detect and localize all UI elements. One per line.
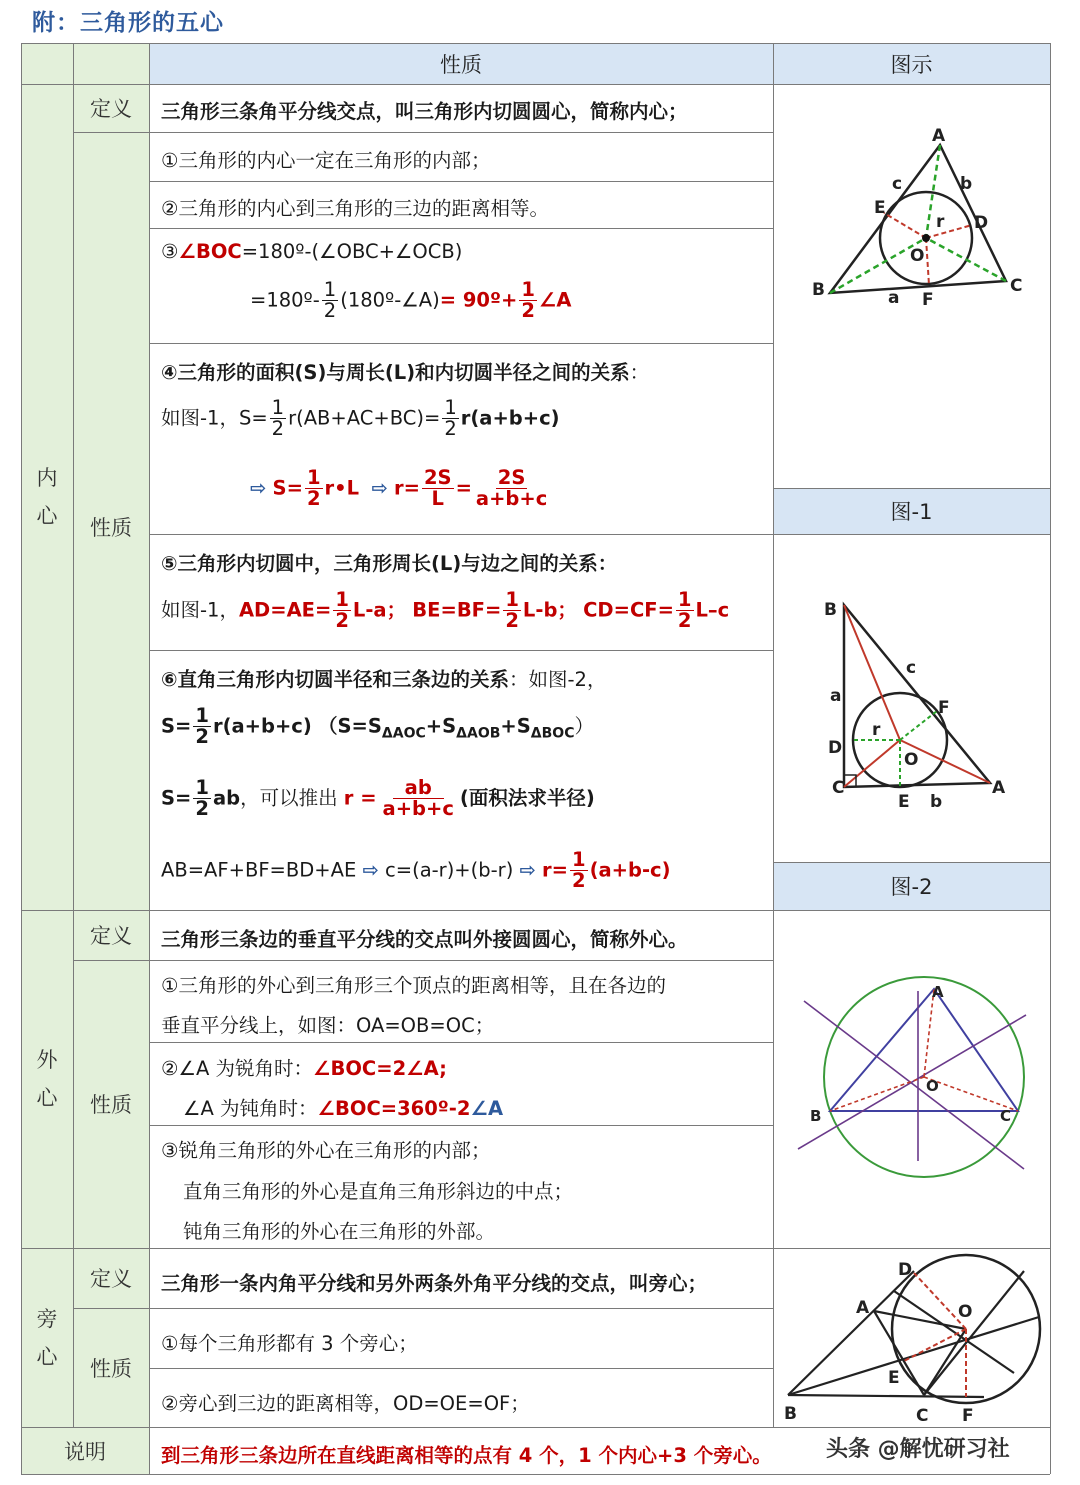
label-c-side: c [906, 658, 917, 678]
numerator: 2S [497, 466, 526, 489]
incenter-property-3-line1 [161, 240, 462, 263]
excenter-property-2: ②旁心到三边的距离相等，OD=OE=OF； [161, 1392, 530, 1415]
grid-line [21, 43, 22, 1474]
note-text: 到三角形三条边所在直线距离相等的点有 4 个，1 个内心+3 个旁心。 [161, 1444, 772, 1467]
excenter-definition: 三角形一条内角平分线和另外两条外角平分线的交点，叫旁心； [161, 1272, 708, 1295]
header-property: 性质 [440, 52, 482, 77]
formula-result: = 90º+ [439, 288, 518, 312]
circumcenter-definition-label: 定义 [90, 924, 132, 948]
formula-text: r(a+b+c) [212, 714, 312, 738]
excenter-category: 旁心 [36, 1306, 58, 1369]
fraction-half [193, 778, 211, 820]
numerator: 1 [677, 588, 692, 611]
fig1-caption-cell [773, 488, 1050, 534]
circumcenter-property-3-line2: 直角三角形的外心是直角三角形斜边的中点； [183, 1180, 574, 1203]
formula-result: BE=BF= [412, 598, 502, 622]
denominator: 2 [677, 609, 692, 633]
fraction-half [519, 280, 537, 322]
header-figure-cell [773, 43, 1050, 84]
label-a-side: a [888, 288, 900, 308]
formula-text: ，可以推出 [240, 786, 344, 810]
formula-result: L-b； [522, 598, 577, 622]
label-r: r [936, 212, 945, 232]
arrow-icon: ⇨ [519, 858, 536, 882]
formula-text: ∠A 为钝角时： [183, 1097, 318, 1120]
formula-text: +S [425, 714, 457, 738]
fig2-caption-cell [773, 862, 1050, 910]
label-f: F [922, 290, 934, 310]
formula-text: S= [161, 714, 192, 738]
fraction-ab-abc [381, 778, 456, 820]
property-heading: ④三角形的面积(S)与周长(L)和内切圆半径之间的关系 [161, 361, 630, 384]
label-a: A [992, 778, 1006, 798]
circumcenter-property-3-line1: ③锐角三角形的外心在三角形的内部； [161, 1139, 491, 1162]
circled-number: ③ [161, 240, 179, 263]
label-a-side: a [830, 686, 842, 706]
incenter-category: 内心 [36, 466, 58, 528]
label-a: A [932, 983, 944, 1001]
grid-line [73, 960, 773, 961]
formula-text: S= [161, 786, 192, 810]
label-c-side: c [892, 174, 903, 194]
numerator: 1 [572, 848, 586, 871]
colon: ： [629, 361, 650, 384]
incenter-category-cell [21, 84, 73, 910]
label-a: A [932, 126, 946, 146]
formula-text: +S [500, 714, 531, 738]
circumcenter-definition: 三角形三条边的垂直平分线的交点叫外接圆圆心，简称外心。 [161, 928, 688, 951]
incenter-property-4-line3 [250, 468, 551, 510]
denominator: 2 [195, 725, 209, 749]
circumcenter-property-1-line2: 垂直平分线上，如图：OA=OB=OC； [161, 1014, 495, 1037]
denominator: 2 [195, 797, 209, 821]
formula-text: (面积法求半径) [459, 786, 595, 810]
label-b: B [784, 1404, 797, 1424]
circumcenter-property-2-line2 [183, 1093, 503, 1121]
formula-text: ab [212, 786, 241, 810]
formula-text: c=(a-r)+(b-r) [385, 858, 514, 882]
denominator: 2 [505, 609, 519, 633]
incenter-definition: 三角形三条角平分线交点，叫三角形内切圆圆心，简称内心； [161, 100, 688, 123]
formula-result: r = [343, 786, 377, 810]
formula-text: =180º-(∠OBC+∠OCB) [241, 240, 463, 263]
formula-result: ∠BOC=2∠A; [313, 1057, 447, 1080]
arrow-icon: ⇨ [250, 476, 267, 500]
watermark: 头条 @解忧研习社 [826, 1437, 1010, 1462]
incenter-property-6-line1 [161, 664, 606, 692]
radius-lines [853, 711, 937, 786]
formula-text: (180º-∠A) [340, 288, 440, 312]
label-e: E [888, 1368, 900, 1388]
formula-text: r(AB+AC+BC)= [288, 406, 441, 430]
incenter-point [922, 234, 930, 242]
formula-result: AD=AE= [238, 598, 332, 622]
incenter-prop-label-cell [73, 132, 149, 910]
label-o: O [904, 750, 919, 770]
numerator: 1 [444, 396, 457, 419]
grid-line [73, 1308, 773, 1309]
circumcenter-property-1-line1: ①三角形的外心到三角形三个顶点的距离相等，且在各边的 [161, 974, 666, 997]
figure-circumcircle [774, 911, 1050, 1248]
incenter-property-6-line4 [161, 850, 671, 892]
header-corner-cell [21, 43, 149, 84]
label-f: F [938, 698, 950, 718]
label-c: C [1000, 1107, 1012, 1125]
label-c: C [832, 778, 845, 798]
circumcenter-category-cell [21, 910, 73, 1248]
formula-result: r= [393, 476, 420, 500]
numerator: 1 [335, 588, 349, 611]
formula-text: r(a+b+c) [460, 406, 560, 430]
numerator: 1 [521, 278, 535, 301]
denominator: 2 [271, 417, 285, 441]
label-b: B [824, 600, 837, 620]
fig1-caption: 图-1 [890, 500, 933, 524]
excenter-definition-label: 定义 [90, 1267, 132, 1291]
numerator: 1 [195, 776, 209, 799]
label-b: B [810, 1107, 822, 1125]
fraction-half [270, 398, 286, 440]
denominator: a+b+c [382, 797, 454, 821]
label-f: F [962, 1406, 974, 1426]
numerator: 1 [323, 278, 337, 301]
formula-result: L-a； [352, 598, 407, 622]
grid-line [149, 650, 773, 651]
formula-text: ：如图-2， [509, 668, 607, 691]
perpendicular-bisectors [798, 991, 1026, 1169]
incenter-property-4-line1 [161, 357, 649, 385]
numerator: 1 [306, 466, 321, 489]
formula-text: 如图-1，S= [161, 406, 268, 430]
circumcenter-property-label: 性质 [90, 1093, 132, 1117]
formula-text: 如图-1， [161, 598, 239, 622]
incenter-property-label: 性质 [90, 516, 132, 540]
formula-result: r= [542, 858, 569, 882]
grid-line [73, 132, 773, 133]
grid-line [21, 43, 1050, 44]
label-o: O [958, 1302, 973, 1322]
grid-line [773, 488, 1050, 489]
grid-line [149, 228, 773, 229]
fraction-half [503, 590, 521, 632]
figure-excircle [774, 1249, 1050, 1427]
incenter-property-6-line3 [161, 778, 595, 820]
incenter-property-1: ①三角形的内心一定在三角形的内部； [161, 149, 491, 172]
label-b-side: b [960, 174, 973, 194]
circumcenter-category: 外心 [36, 1048, 58, 1110]
fraction-half [305, 468, 323, 510]
denominator: 2 [572, 869, 586, 893]
header-property-cell [149, 43, 773, 84]
numerator: 1 [505, 588, 519, 611]
grid-line [73, 43, 74, 1427]
label-o: O [926, 1077, 939, 1095]
formula-result: ∠BOC=360º-2 [317, 1097, 471, 1120]
circumcenter-property-3-line3: 钝角三角形的外心在三角形的外部。 [183, 1220, 496, 1243]
incenter-property-5-line2 [161, 590, 729, 632]
page-title: 附：三角形的五心 [32, 10, 224, 36]
excenter-property-label: 性质 [90, 1356, 132, 1381]
excenter-prop-label-cell [73, 1308, 149, 1427]
circumcenter-def-label-cell [73, 910, 149, 960]
label-d: D [974, 213, 989, 233]
numerator: 2S [423, 466, 452, 489]
excenter-property-1: ①每个三角形都有 3 个旁心； [161, 1332, 418, 1355]
formula-result: S= [272, 476, 303, 500]
label-a: A [856, 1298, 870, 1318]
grid-line [149, 181, 773, 182]
formula-result: L–c [695, 598, 730, 622]
grid-line [773, 862, 1050, 863]
incenter-property-2: ②三角形的内心到三角形的三边的距离相等。 [161, 197, 549, 220]
fraction-2s-l [422, 468, 454, 510]
grid-line [149, 43, 150, 1474]
label-b: B [812, 280, 825, 300]
numerator: ab [393, 778, 444, 799]
label-c: C [1010, 276, 1023, 296]
subscript: ΔAOB [456, 725, 501, 742]
fraction-half [442, 398, 458, 440]
property-heading: ⑥直角三角形内切圆半径和三条边的关系 [161, 668, 510, 691]
figure-incircle-2 [774, 535, 1050, 862]
circumcenter-property-2-line1 [161, 1053, 447, 1081]
fig2-caption: 图-2 [890, 875, 933, 899]
incenter-property-3-line2 [250, 280, 571, 322]
denominator: L [431, 487, 444, 511]
formula-result: = [455, 476, 472, 500]
denominator: 2 [335, 609, 349, 633]
grid-line [21, 1474, 1050, 1475]
incenter-property-5-line1: ⑤三角形内切圆中，三角形周长(L)与边之间的关系： [161, 552, 618, 575]
fraction-2s-abc [474, 468, 549, 510]
grid-line [1050, 43, 1051, 1474]
incenter-def-label-cell [73, 84, 149, 132]
fraction-half [322, 280, 338, 322]
denominator: 2 [306, 487, 321, 511]
denominator: 2 [521, 299, 535, 323]
label-r: r [872, 720, 881, 740]
circumcenter-prop-label-cell [73, 960, 149, 1248]
denominator: 2 [444, 417, 457, 441]
formula-text: ） [574, 714, 594, 738]
grid-line [149, 1368, 773, 1369]
label-e: E [874, 198, 886, 218]
triangle-lines [788, 1271, 1039, 1397]
fraction-half [333, 590, 351, 632]
grid-line [21, 1427, 1050, 1428]
formula-result: CD=CF= [583, 598, 674, 622]
label-b-side: b [930, 792, 943, 812]
fraction-half [570, 850, 588, 892]
formula-result: ∠A [470, 1097, 504, 1120]
label-o: O [910, 246, 925, 266]
excenter-category-cell [21, 1248, 73, 1427]
label-c: C [916, 1406, 929, 1426]
formula-result: ∠A [538, 288, 572, 312]
header-figure: 图示 [890, 52, 933, 77]
label-e: E [898, 792, 910, 812]
formula-text: ②∠A 为锐角时： [161, 1057, 314, 1080]
formula-result: r•L [324, 476, 360, 500]
denominator: 2 [323, 299, 337, 323]
subscript: ΔAOC [381, 725, 426, 742]
formula-result: (a+b-c) [589, 858, 671, 882]
grid-line [149, 343, 773, 344]
note-label: 说明 [64, 1439, 106, 1464]
label-d: D [898, 1260, 913, 1280]
grid-line [149, 1042, 773, 1043]
subscript: ΔBOC [530, 725, 575, 742]
note-label-cell [21, 1427, 149, 1474]
incenter-property-6-line2 [161, 706, 594, 748]
numerator: 1 [195, 704, 209, 727]
angle-boc: ∠BOC [178, 240, 242, 263]
grid-line [149, 1125, 773, 1126]
denominator: a+b+c [475, 487, 548, 511]
excenter-def-label-cell [73, 1248, 149, 1308]
incenter-definition-label: 定义 [90, 97, 132, 121]
figure-incircle-1 [774, 85, 1050, 488]
formula-text: AB=AF+BF=BD+AE [161, 858, 357, 882]
formula-text: （S=S [317, 714, 382, 738]
formula-text: =180º- [250, 288, 320, 312]
arrow-icon: ⇨ [362, 858, 379, 882]
incenter-property-4-line2 [161, 398, 560, 440]
fraction-half [676, 590, 694, 632]
label-d: D [828, 738, 843, 758]
numerator: 1 [271, 396, 285, 419]
arrow-icon: ⇨ [371, 476, 388, 500]
fraction-half [193, 706, 211, 748]
